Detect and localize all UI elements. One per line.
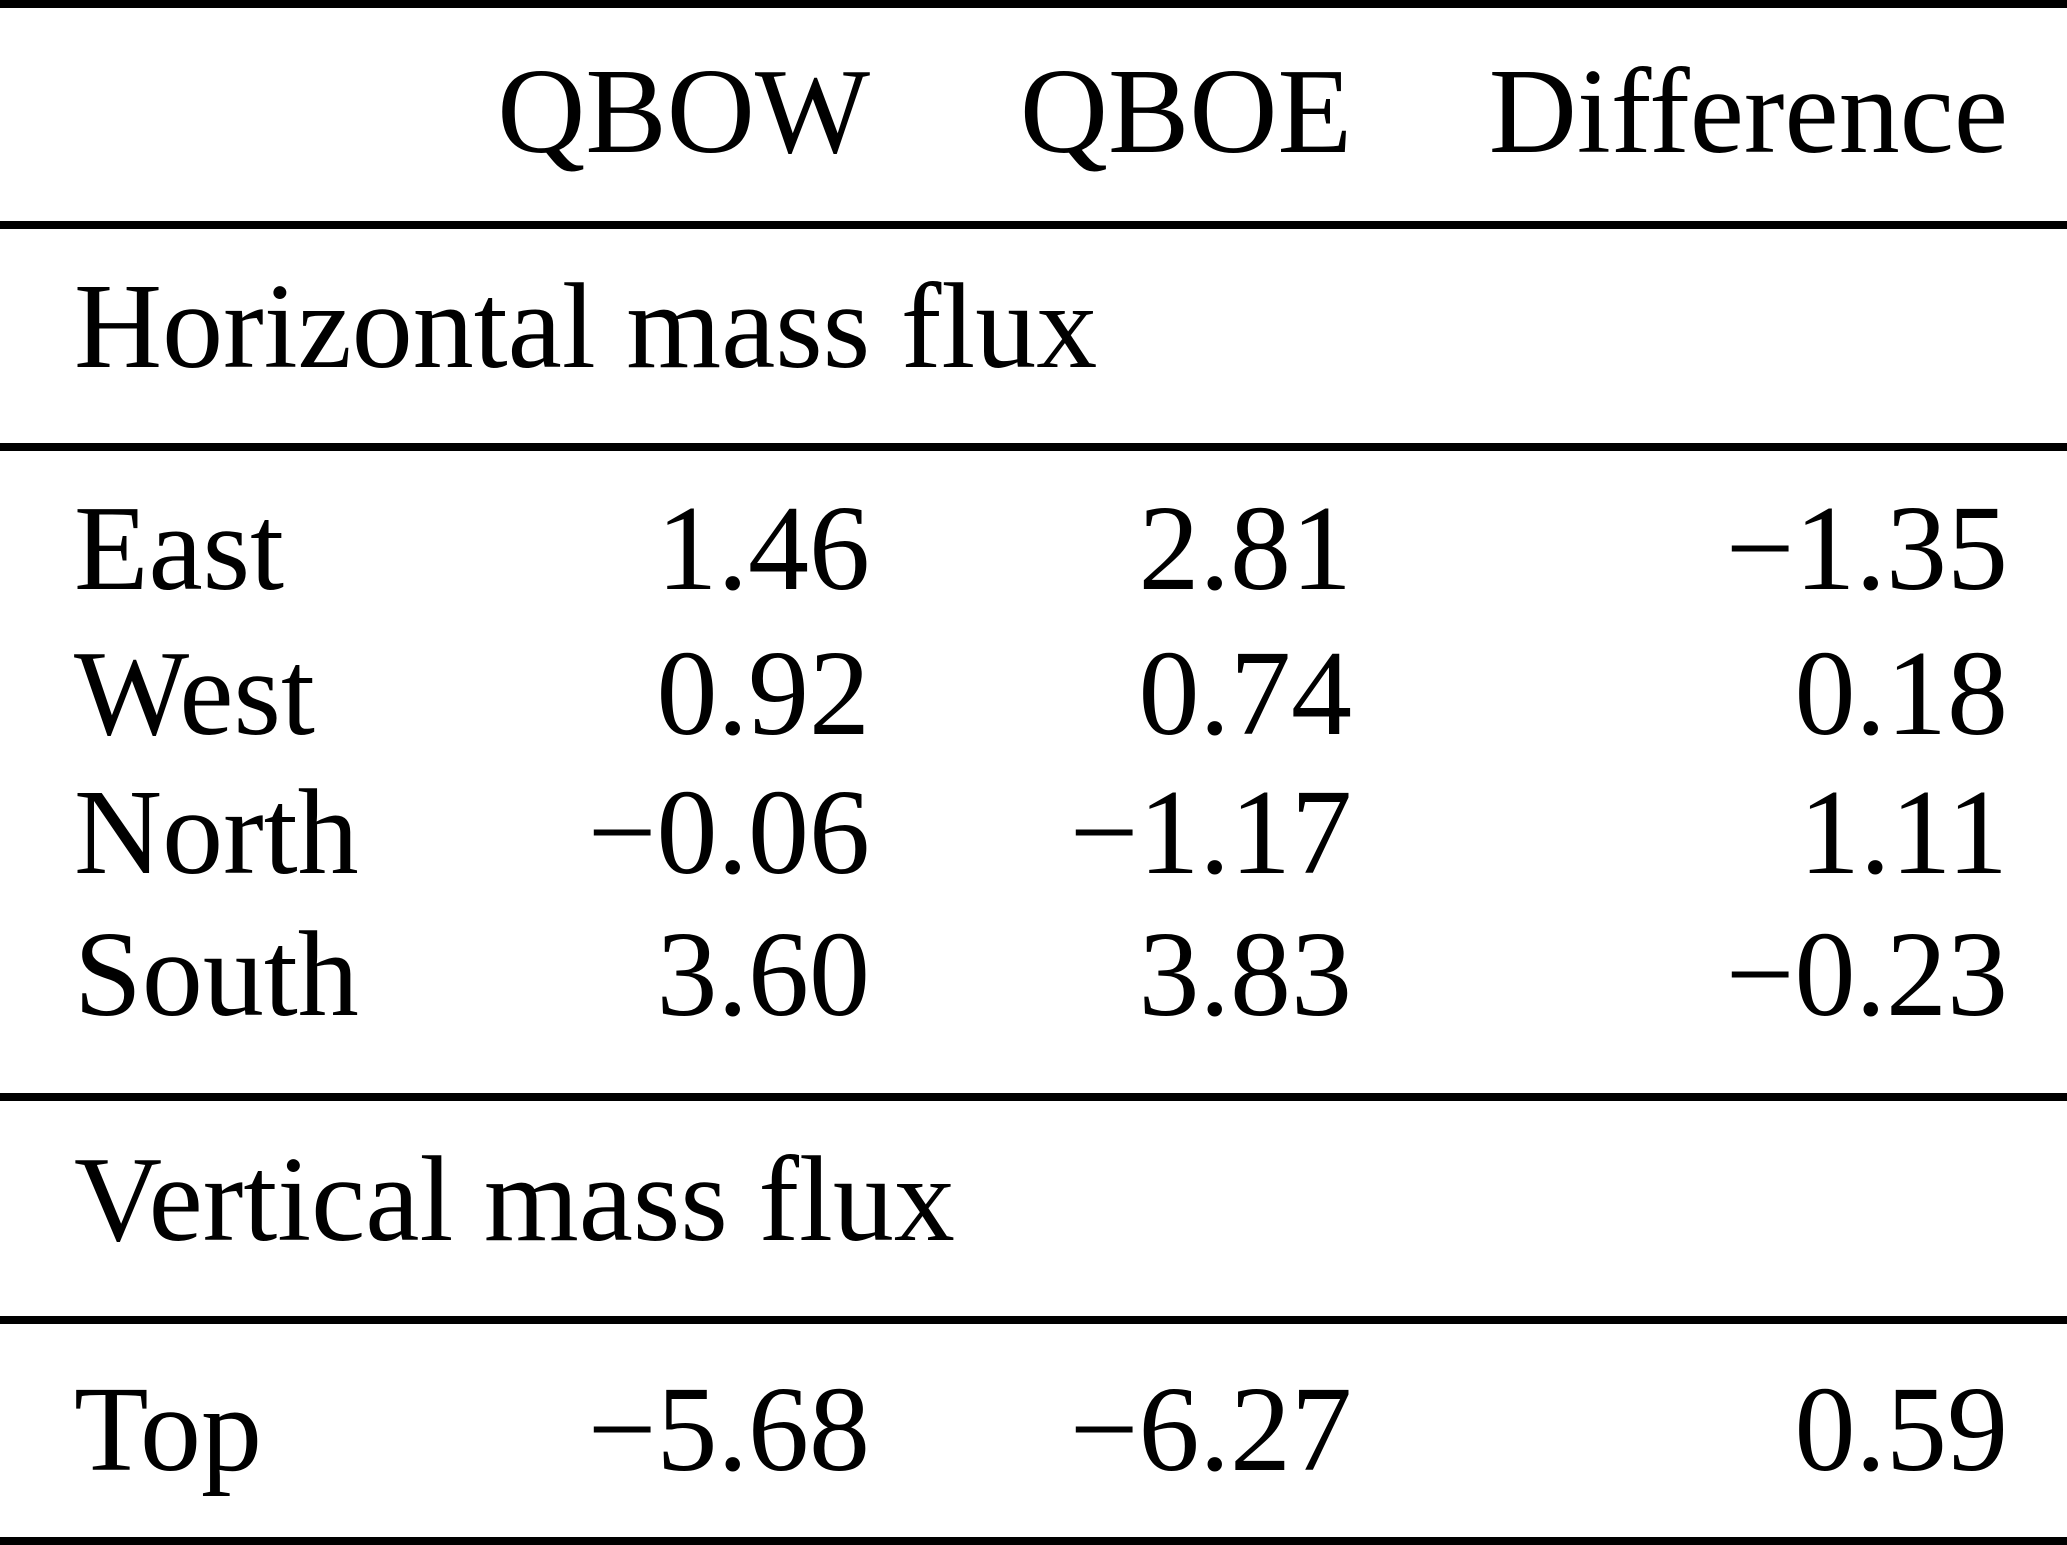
header-rule [0,221,2067,229]
table-row-west [0,622,2067,765]
row-label: West [74,626,315,761]
difference-value: −1.35 [1725,481,2008,616]
table-header-row [0,40,2067,183]
qboe-value: 2.81 [1138,481,1352,616]
bottom-rule [0,1537,2067,1545]
difference-value: −0.23 [1725,907,2008,1042]
section-title: Vertical mass flux [74,1132,955,1267]
difference-value: 0.59 [1794,1362,2008,1497]
table-row-east [0,477,2067,620]
section-rule-vertical-top [0,1093,2067,1101]
top-rule [0,0,2067,8]
qbow-value: 0.92 [656,626,870,761]
qbow-value: 3.60 [656,907,870,1042]
qbow-value: −0.06 [587,765,870,900]
difference-value: 0.18 [1794,626,2008,761]
qbow-value: −5.68 [587,1362,870,1497]
table-row-north [0,761,2067,904]
row-label: East [74,481,285,616]
row-label: Top [74,1362,263,1497]
column-header-qbow: QBOW [497,44,870,179]
section-header-horizontal-mass-flux [0,255,2067,398]
column-header-qboe: QBOE [1019,44,1352,179]
section-header-vertical-mass-flux [0,1128,2067,1271]
row-label: South [74,907,359,1042]
section-title: Horizontal mass flux [74,259,1098,394]
column-header-difference: Difference [1488,44,2008,179]
qboe-value: −6.27 [1069,1362,1352,1497]
row-label: North [74,765,359,900]
section-rule-horizontal [0,443,2067,451]
section-rule-vertical-bottom [0,1316,2067,1324]
qboe-value: −1.17 [1069,765,1352,900]
qboe-value: 3.83 [1138,907,1352,1042]
qbow-value: 1.46 [656,481,870,616]
difference-value: 1.11 [1799,765,2008,900]
table-row-top [0,1358,2067,1501]
table-row-south [0,903,2067,1046]
qboe-value: 0.74 [1138,626,1352,761]
